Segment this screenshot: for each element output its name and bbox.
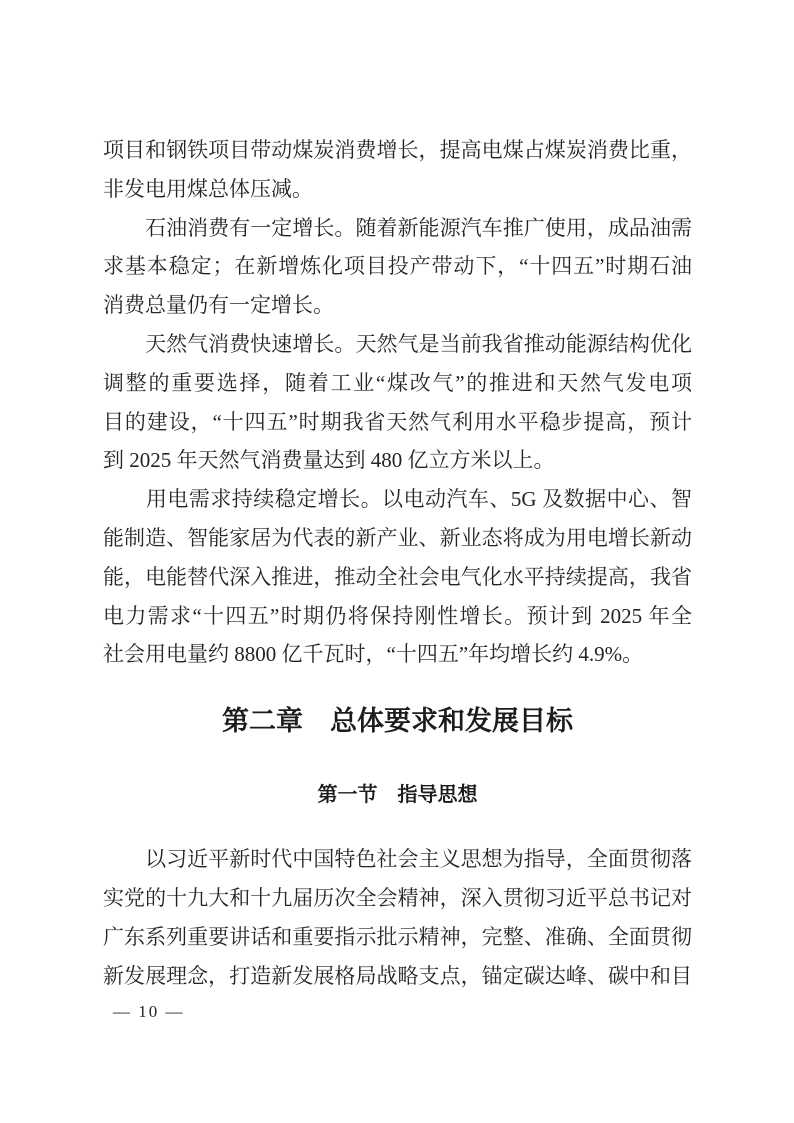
body-line: 社会用电量约 8800 亿千瓦时，“十四五”年均增长约 4.9%。 xyxy=(103,642,644,667)
page-content xyxy=(103,131,692,995)
body-line: 消费总量仍有一定增长。 xyxy=(103,293,334,318)
body-line: 实党的十九大和十九届历次全会精神，深入贯彻习近平总书记对 xyxy=(103,885,692,910)
paragraph-natural-gas xyxy=(103,325,692,480)
chapter-heading: 第二章 总体要求和发展目标 xyxy=(222,706,573,737)
paragraph-oil xyxy=(103,209,692,325)
body-line: 能，电能替代深入推进，推动全社会电气化水平持续提高，我省 xyxy=(103,564,692,589)
body-line: 石油消费有一定增长。随着新能源汽车推广使用，成品油需 xyxy=(103,215,692,240)
body-line: 目的建设，“十四五”时期我省天然气利用水平稳步提高，预计 xyxy=(103,409,692,434)
body-line: 用电需求持续稳定增长。以电动汽车、5G 及数据中心、智 xyxy=(103,487,692,512)
body-line: 项目和钢铁项目带动煤炭消费增长，提高电煤占煤炭消费比重， xyxy=(103,138,692,162)
body-line: 求基本稳定；在新增炼化项目投产带动下，“十四五”时期石油 xyxy=(103,254,692,279)
body-line: 天然气消费快速增长。天然气是当前我省推动能源结构优化 xyxy=(103,331,692,356)
page-number: — 10 — xyxy=(113,1002,185,1021)
paragraph-coal xyxy=(103,131,692,209)
body-line: 到 2025 年天然气消费量达到 480 亿立方米以上。 xyxy=(103,448,555,473)
body-line: 能制造、智能家居为代表的新产业、新业态将成为用电增长新动 xyxy=(103,525,692,550)
paragraph-guiding-ideology xyxy=(103,840,692,995)
paragraph-electricity xyxy=(103,480,692,674)
body-line: 以习近平新时代中国特色社会主义思想为指导，全面贯彻落 xyxy=(103,847,692,872)
body-line: 广东系列重要讲话和重要指示批示精神，完整、准确、全面贯彻 xyxy=(103,924,692,949)
body-line: 电力需求“十四五”时期仍将保持刚性增长。预计到 2025 年全 xyxy=(103,603,692,628)
body-line: 新发展理念，打造新发展格局战略支点，锚定碳达峰、碳中和目 xyxy=(103,963,692,988)
body-line: 非发电用煤总体压减。 xyxy=(103,176,313,201)
section-heading: 第一节 指导思想 xyxy=(317,784,478,807)
body-line: 调整的重要选择，随着工业“煤改气”的推进和天然气发电项 xyxy=(103,370,692,395)
